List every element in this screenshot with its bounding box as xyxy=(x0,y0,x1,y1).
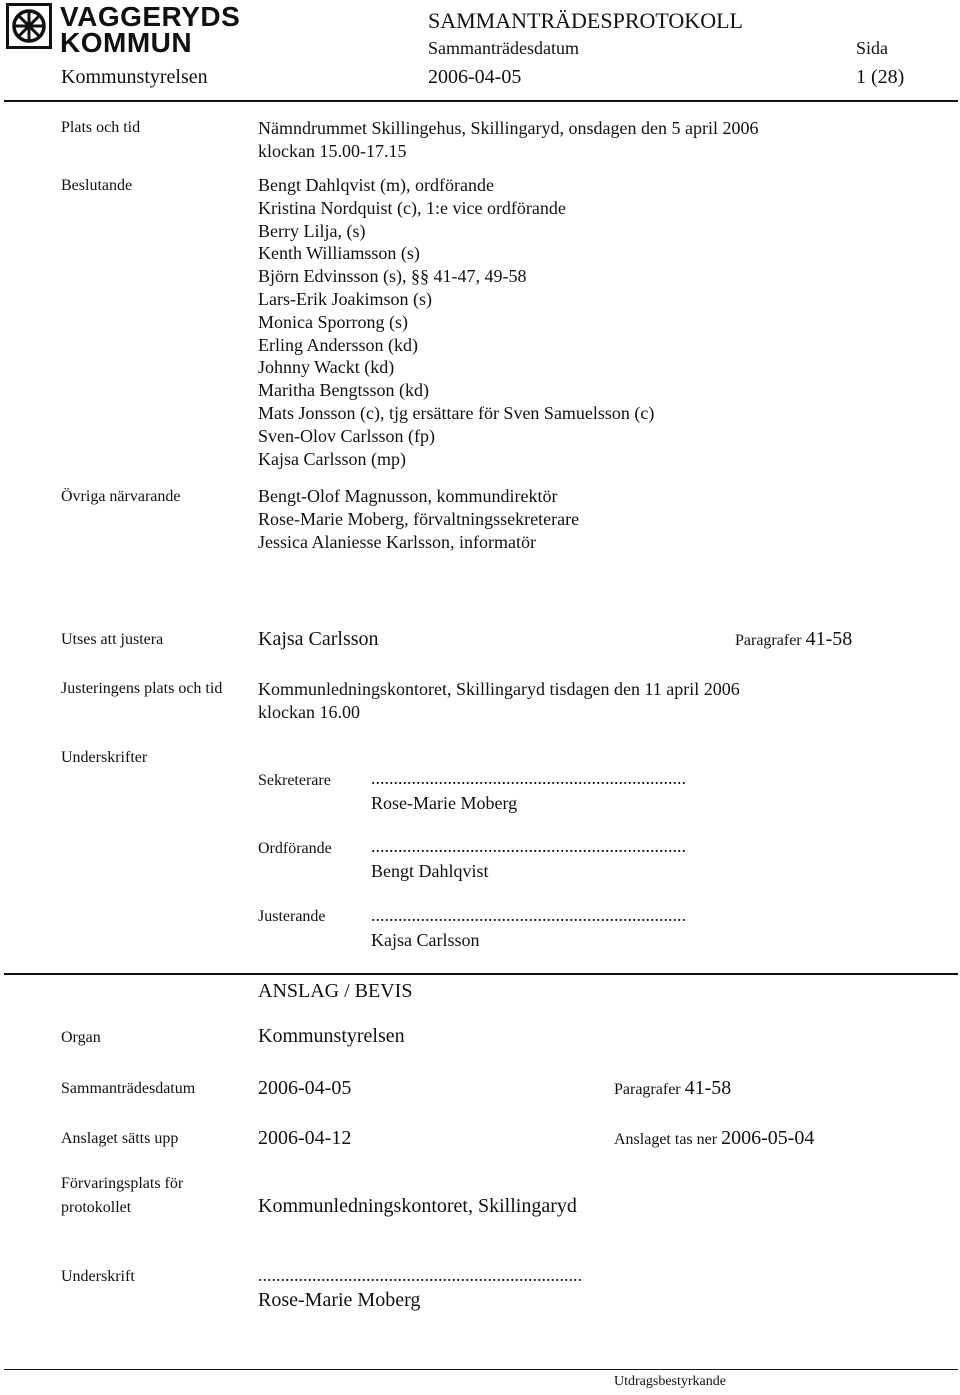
storage-value: Kommunledningskontoret, Skillingaryd xyxy=(258,1195,577,1217)
other-present: Jessica Alaniesse Karlsson, informatör xyxy=(258,531,536,552)
logo-text-line1: VAGGERYDS xyxy=(60,1,241,32)
organ-label: Organ xyxy=(61,1029,101,1046)
place-time-label: Plats och tid xyxy=(61,119,141,136)
header-divider xyxy=(4,100,958,102)
decision-maker: Lars-Erik Joakimson (s) xyxy=(258,288,432,309)
header-body: Kommunstyrelsen xyxy=(61,66,208,88)
adjust-place-line2: klockan 16.00 xyxy=(258,702,360,722)
paragraphs-label: Paragrafer xyxy=(735,632,802,649)
others-present-label: Övriga närvarande xyxy=(61,488,181,505)
decision-maker: Monica Sporrong (s) xyxy=(258,311,408,332)
decision-maker: Berry Lilja, (s) xyxy=(258,220,366,241)
decision-makers-label: Beslutande xyxy=(61,177,133,194)
signature-line: ...................................................................... xyxy=(371,905,686,925)
logo-text-line2: KOMMUN xyxy=(60,27,193,58)
signature-line: ...................................................................... xyxy=(371,768,686,788)
paragraphs-value: 41-58 xyxy=(684,1077,732,1099)
removed-date: 2006-05-04 xyxy=(721,1127,815,1149)
signature-label: Underskrift xyxy=(61,1268,135,1285)
adjust-place-line1: Kommunledningskontoret, Skillingaryd tisdagen den 11 april 2006 xyxy=(258,679,740,699)
signature-name: Rose-Marie Moberg xyxy=(258,1289,421,1311)
header-date-label: Sammanträdesdatum xyxy=(428,38,579,58)
decision-maker: Kenth Williamsson (s) xyxy=(258,243,420,264)
place-time-line1: Nämndrummet Skillingehus, Skillingaryd, onsdagen den 5 april 2006 xyxy=(258,118,759,138)
decision-maker: Maritha Bengtsson (kd) xyxy=(258,380,429,401)
decision-maker: Kajsa Carlsson (mp) xyxy=(258,448,406,469)
signature-role-chair: Ordförande xyxy=(258,840,332,857)
header-page-label: Sida xyxy=(856,38,889,58)
anslag-date-label: Sammanträdesdatum xyxy=(61,1080,196,1097)
anslag-date-value: 2006-04-05 xyxy=(258,1077,352,1099)
posted-date: 2006-04-12 xyxy=(258,1127,352,1149)
storage-label-line1: Förvaringsplats för xyxy=(61,1175,184,1192)
anslag-title: ANSLAG / BEVIS xyxy=(258,980,413,1002)
document-type: SAMMANTRÄDESPROTOKOLL xyxy=(428,8,743,33)
decision-maker: Kristina Nordquist (c), 1:e vice ordförande xyxy=(258,197,566,218)
anslag-paragraphs xyxy=(614,1077,731,1100)
header-page-number: 1 (28) xyxy=(856,66,905,88)
other-present: Rose-Marie Moberg, förvaltningssekreterare xyxy=(258,508,580,529)
signature-name-adjuster: Kajsa Carlsson xyxy=(371,930,480,950)
decision-maker: Bengt Dahlqvist (m), ordförande xyxy=(258,175,494,195)
storage-label-line2: protokollet xyxy=(61,1199,132,1216)
signature-name-secretary: Rose-Marie Moberg xyxy=(371,793,518,813)
signature-line: ........................................................................ xyxy=(258,1265,582,1285)
signatures-label: Underskrifter xyxy=(61,749,148,766)
signature-role-secretary: Sekreterare xyxy=(258,772,331,789)
posted-label: Anslaget sätts upp xyxy=(61,1130,179,1147)
decision-maker: Björn Edvinsson (s), §§ 41-47, 49-58 xyxy=(258,266,527,287)
footer-divider xyxy=(4,1369,958,1370)
adjust-paragraphs xyxy=(735,628,852,651)
header-date: 2006-04-05 xyxy=(428,66,522,88)
organ-value: Kommunstyrelsen xyxy=(258,1025,405,1047)
other-present: Bengt-Olof Magnusson, kommundirektör xyxy=(258,486,558,506)
signature-role-adjuster: Justerande xyxy=(258,908,326,925)
decision-maker: Sven-Olov Carlsson (fp) xyxy=(258,425,435,446)
others-present-list xyxy=(258,485,579,553)
municipality-emblem-icon xyxy=(6,3,52,49)
adjuster-name: Kajsa Carlsson xyxy=(258,628,379,650)
removed-label: Anslaget tas ner xyxy=(614,1131,718,1148)
signature-line: ...................................................................... xyxy=(371,836,686,856)
decision-maker: Mats Jonsson (c), tjg ersättare för Sven Samuelsson (c) xyxy=(258,402,655,423)
paragraphs-value: 41-58 xyxy=(805,628,853,650)
anslag-divider xyxy=(4,973,958,975)
removed-date-group xyxy=(614,1127,814,1150)
footer-label: Utdragsbestyrkande xyxy=(614,1374,726,1389)
adjuster-label: Utses att justera xyxy=(61,631,164,648)
decision-maker: Erling Andersson (kd) xyxy=(258,334,418,355)
paragraphs-label: Paragrafer xyxy=(614,1081,681,1098)
decision-makers-list xyxy=(258,174,654,470)
decision-maker: Johnny Wackt (kd) xyxy=(258,357,395,378)
signature-name-chair: Bengt Dahlqvist xyxy=(371,861,489,881)
adjust-place-label: Justeringens plats och tid xyxy=(61,680,223,697)
place-time-line2: klockan 15.00-17.15 xyxy=(258,141,407,161)
